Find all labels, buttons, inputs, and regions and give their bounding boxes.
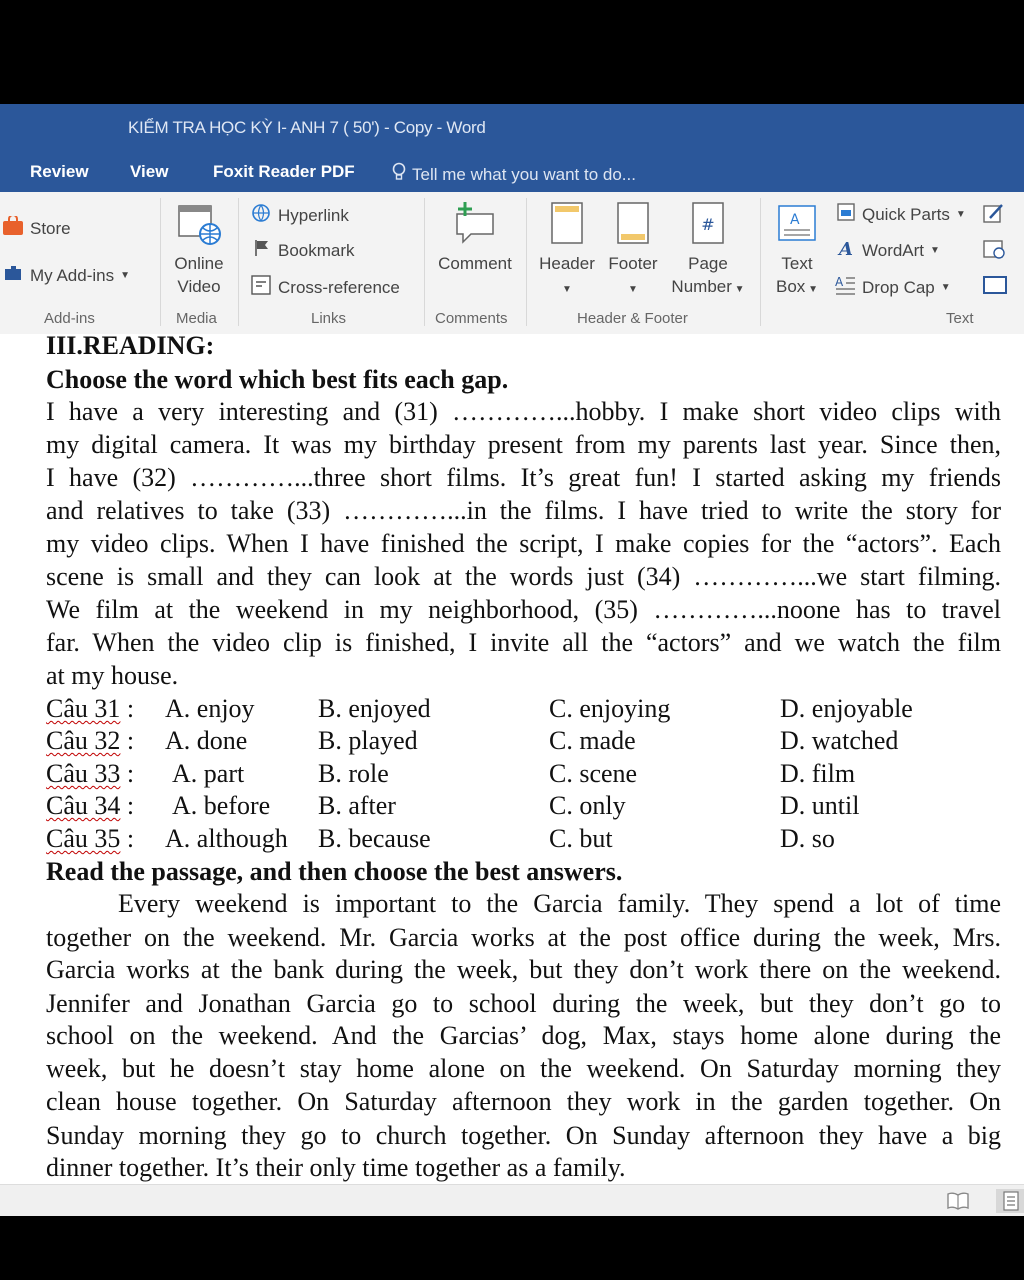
option-c: C. made <box>549 726 636 755</box>
object-button[interactable] <box>982 274 1008 301</box>
header-icon <box>549 200 585 252</box>
number-label: Number <box>671 277 732 296</box>
text-box-icon <box>776 200 818 252</box>
option-b: B. because <box>318 824 431 853</box>
bookmark-icon <box>252 238 272 263</box>
box-label: Box <box>776 277 806 296</box>
footer-button[interactable] <box>602 200 664 301</box>
ribbon-separator <box>238 198 239 326</box>
chevron-down-icon: ▼ <box>562 284 572 295</box>
option-c: C. only <box>549 791 626 820</box>
option-b: B. after <box>318 791 396 820</box>
option-a: A. done <box>165 726 248 755</box>
online-label: Online <box>174 254 224 273</box>
bookmark-label: Bookmark <box>278 240 355 260</box>
bookmark-button[interactable] <box>252 238 355 263</box>
option-d: D. so <box>780 824 835 853</box>
ribbon-tabs <box>0 150 1024 192</box>
comment-label: Comment <box>438 254 512 273</box>
question-34 <box>46 791 134 821</box>
tell-me-search[interactable] <box>392 162 636 187</box>
question-label: Câu 32 <box>46 726 121 755</box>
ribbon-separator <box>526 198 527 326</box>
option-a: A. although <box>165 824 288 853</box>
option-b: B. enjoyed <box>318 694 431 723</box>
passage2-line: school on the weekend. And the Garcias’ dog, Max, stays home alone during the <box>46 1021 1001 1050</box>
signature-line-button[interactable] <box>982 202 1006 229</box>
chevron-down-icon: ▼ <box>628 284 638 295</box>
option-d: D. until <box>780 791 860 820</box>
passage2-line: Every weekend is important to the Garcia family. They spend a lot of time <box>118 889 1001 918</box>
store-button[interactable] <box>2 216 71 241</box>
drop-cap-icon <box>834 274 856 301</box>
passage1-line: and relatives to take (33) …………...in the films. I have tried to write the story for <box>46 496 1001 525</box>
footer-icon <box>615 200 651 252</box>
online-video-button[interactable] <box>166 200 232 298</box>
quick-parts-label: Quick Parts <box>862 204 950 224</box>
group-label-media: Media <box>176 310 217 327</box>
chevron-down-icon: ▼ <box>731 284 745 295</box>
group-label-addins: Add-ins <box>44 310 95 327</box>
question-separator: : <box>120 726 135 755</box>
page-number-button[interactable] <box>666 200 750 301</box>
passage2-line: dinner together. It’s their only time together as a family. <box>46 1153 626 1182</box>
svg-text:A: A <box>835 275 844 289</box>
instruction-2: Read the passage, and then choose the best answers. <box>46 857 623 886</box>
footer-label: Footer <box>608 254 658 273</box>
drop-cap-label: Drop Cap <box>862 277 935 297</box>
ribbon <box>0 192 1024 335</box>
store-label: Store <box>30 218 71 238</box>
page-label: Page <box>688 254 728 273</box>
passage2-line: Jennifer and Jonathan Garcia go to school during the week, but they don’t go to <box>46 989 1001 1018</box>
read-mode-icon[interactable] <box>946 1191 970 1216</box>
header-button[interactable] <box>536 200 598 301</box>
status-bar <box>0 1184 1024 1216</box>
option-a: A. part <box>172 759 245 788</box>
hyperlink-label: Hyperlink <box>278 205 349 225</box>
question-label: Câu 33 <box>46 759 121 788</box>
page-number-icon <box>690 200 726 252</box>
option-d: D. enjoyable <box>780 694 913 723</box>
hyperlink-icon <box>250 202 272 229</box>
option-d: D. watched <box>780 726 899 755</box>
question-32 <box>46 726 134 756</box>
tab-view[interactable]: View <box>130 162 169 181</box>
chevron-down-icon: ▼ <box>955 209 966 220</box>
passage1-line: scene is small and they can look at the words just (34) …………...we start filming. <box>46 562 1001 591</box>
option-c: C. but <box>549 824 613 853</box>
passage2-line: week, but he doesn’t stay home alone on the weekend. On Saturday morning they <box>46 1054 1001 1083</box>
group-label-links: Links <box>311 310 347 327</box>
instruction-1: Choose the word which best fits each gap. <box>46 365 509 394</box>
ribbon-separator <box>424 198 425 326</box>
my-addins-label: My Add-ins <box>30 265 115 285</box>
quick-parts-icon <box>836 202 856 227</box>
question-separator: : <box>120 824 135 853</box>
option-d: D. film <box>780 759 856 788</box>
window-title: KIỂM TRA HỌC KỲ I- ANH 7 ( 50') - Copy - Word <box>128 118 486 137</box>
new-comment-icon <box>451 200 499 252</box>
question-label: Câu 31 <box>46 694 121 723</box>
passage1-line: my digital camera. It was my birthday present from my parents last year. Since then, <box>46 430 1001 459</box>
option-b: B. role <box>318 759 389 788</box>
question-separator: : <box>120 791 135 820</box>
option-c: C. scene <box>549 759 638 788</box>
passage1-line: far. When the video clip is finished, I invite all the “actors” and we watch the film <box>46 628 1001 657</box>
text-label: Text <box>781 254 813 273</box>
passage1-line: my video clips. When I have finished the script, I make copies for the “actors”. Each <box>46 529 1001 558</box>
question-31 <box>46 694 134 724</box>
chevron-down-icon: ▼ <box>120 270 130 281</box>
chevron-down-icon: ▼ <box>940 282 951 293</box>
passage1-line: I have (32) …………...three short films. It’s great fun! I started asking my friends <box>46 463 1001 492</box>
video-label: Video <box>177 277 221 296</box>
question-label: Câu 35 <box>46 824 121 853</box>
group-label-header-footer: Header & Footer <box>577 310 688 327</box>
group-label-text: Text <box>946 310 974 327</box>
option-a: A. before <box>172 791 271 820</box>
tab-foxit-reader-pdf[interactable]: Foxit Reader PDF <box>213 162 355 181</box>
wordart-label: WordArt <box>862 240 925 260</box>
option-a: A. enjoy <box>165 694 255 723</box>
passage1-line: We film at the weekend in my neighborhood, (35) …………...noone has to travel <box>46 595 1001 624</box>
object-icon <box>982 274 1008 301</box>
comment-button[interactable] <box>432 200 518 275</box>
title-bar <box>0 104 1024 150</box>
passage1-line: I have a very interesting and (31) …………...hobby. I make short video clips with <box>46 397 1001 426</box>
passage2-line: together on the weekend. Mr. Garcia works at the post office during the week, Mrs. <box>46 923 1001 952</box>
passage1-line: at my house. <box>46 661 179 690</box>
my-addins-button[interactable] <box>2 263 130 288</box>
ribbon-separator <box>160 198 161 326</box>
tell-me-text: Tell me what you want to do... <box>412 164 636 184</box>
drop-cap-button[interactable] <box>834 274 951 301</box>
wordart-icon <box>836 238 856 263</box>
question-33 <box>46 759 134 789</box>
question-separator: : <box>120 694 135 723</box>
question-35 <box>46 824 134 854</box>
chevron-down-icon: ▼ <box>805 284 818 295</box>
hyperlink-button[interactable] <box>250 202 349 229</box>
text-box-button[interactable] <box>768 200 826 301</box>
option-b: B. played <box>318 726 418 755</box>
quick-parts-button[interactable] <box>836 202 966 227</box>
ribbon-separator <box>760 198 761 326</box>
question-label: Câu 34 <box>46 791 121 820</box>
addins-icon <box>2 263 24 288</box>
option-c: C. enjoying <box>549 694 671 723</box>
question-separator: : <box>120 759 135 788</box>
header-label: Header <box>539 254 595 273</box>
date-time-icon <box>982 238 1006 265</box>
document-page <box>0 331 1024 1184</box>
cross-reference-icon <box>250 274 272 301</box>
store-icon <box>2 216 24 241</box>
passage2-line: clean house together. On Saturday afternoon they work in the garden together. On <box>46 1087 1001 1116</box>
svg-text:A: A <box>790 212 800 228</box>
chevron-down-icon: ▼ <box>930 245 940 256</box>
section-heading: III.READING: <box>46 331 215 360</box>
online-video-icon <box>176 200 222 252</box>
svg-text:#: # <box>701 215 715 234</box>
passage2-line: Sunday morning they go to church together. On Sunday afternoon they have a big <box>46 1121 1001 1150</box>
cross-reference-button[interactable] <box>250 274 400 301</box>
wordart-button[interactable] <box>836 238 940 263</box>
group-label-comments: Comments <box>435 310 508 327</box>
passage2-line: Garcia works at the bank during the week, but they don’t work there on the weekend. <box>46 955 1001 984</box>
signature-icon <box>982 202 1006 229</box>
print-layout-icon[interactable] <box>996 1189 1024 1213</box>
svg-text:A: A <box>839 239 853 258</box>
date-time-button[interactable] <box>982 238 1006 265</box>
cross-reference-label: Cross-reference <box>278 277 400 297</box>
word-window <box>0 104 1024 1216</box>
lightbulb-icon <box>392 162 406 187</box>
tab-review[interactable]: Review <box>30 162 89 181</box>
